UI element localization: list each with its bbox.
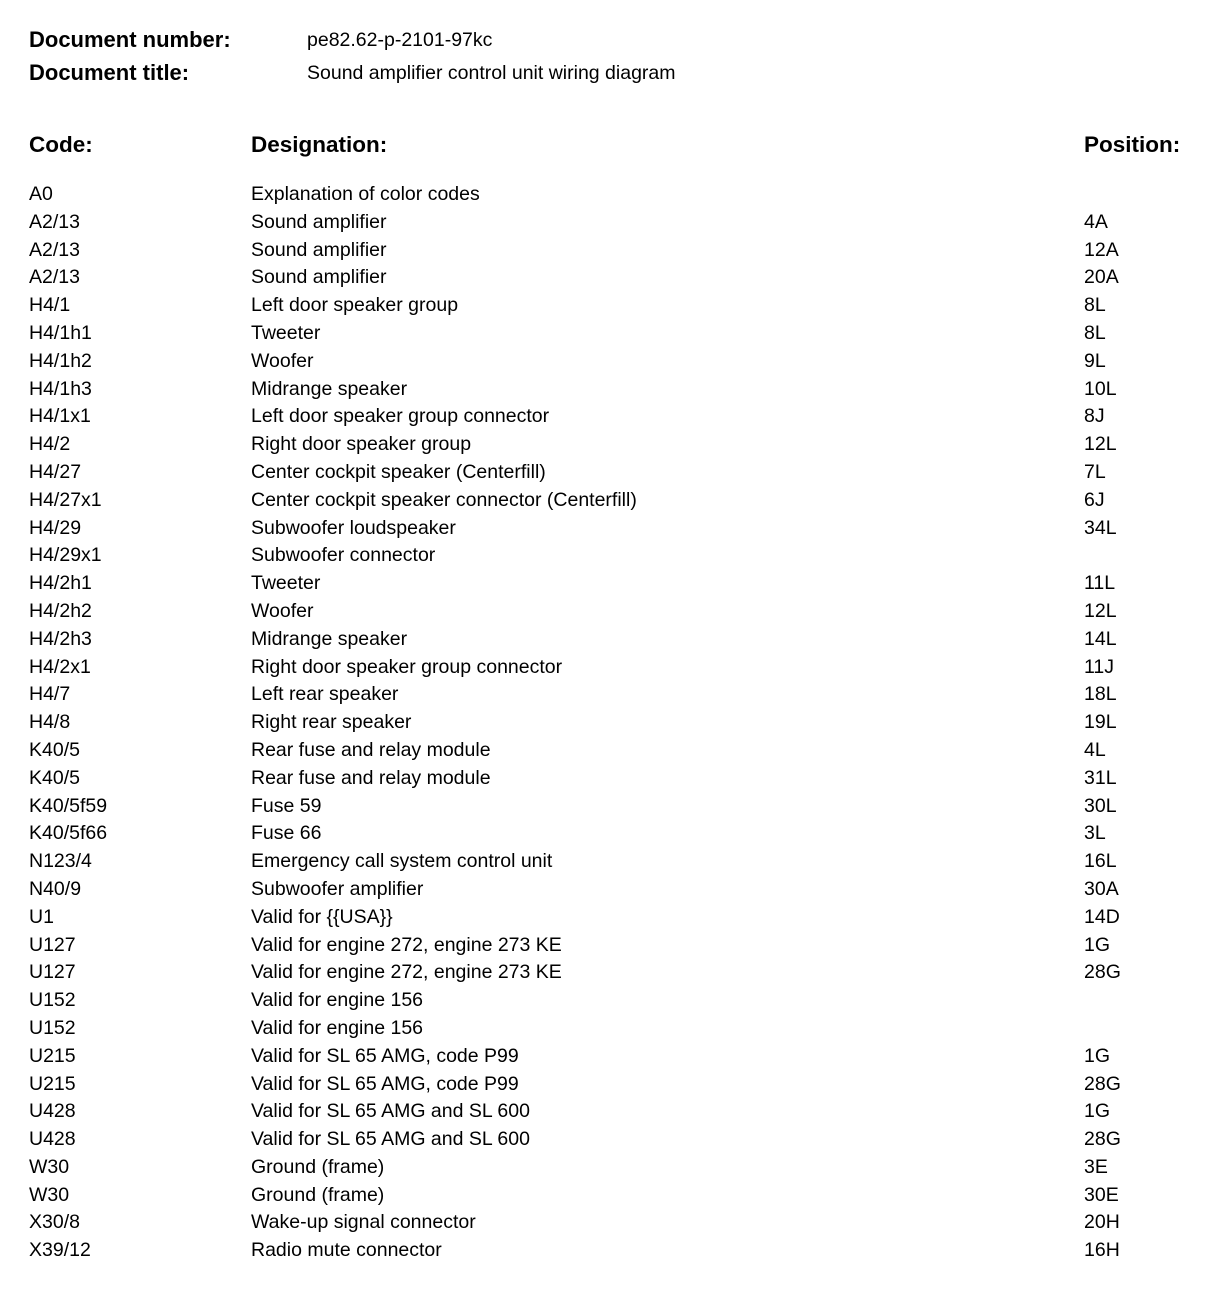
row-position: 1G — [1084, 933, 1111, 956]
row-code: A2/13 — [29, 266, 80, 289]
table-row — [0, 626, 1222, 654]
table-row — [0, 932, 1222, 960]
row-position: 12A — [1084, 238, 1119, 261]
row-code: H4/1h3 — [29, 377, 92, 400]
row-position: 7L — [1084, 460, 1106, 483]
table-row — [0, 431, 1222, 459]
document-number-label: Document number: — [29, 27, 231, 52]
row-position: 4A — [1084, 210, 1108, 233]
row-position: 9L — [1084, 349, 1106, 372]
row-code: A0 — [29, 183, 53, 205]
row-code: U428 — [29, 1128, 76, 1151]
row-code: H4/1h1 — [29, 321, 92, 344]
table-row — [0, 987, 1222, 1015]
row-designation: Left door speaker group connector — [251, 405, 550, 428]
row-code: H4/29x1 — [29, 544, 102, 567]
row-designation: Valid for engine 156 — [251, 989, 424, 1012]
row-code: U215 — [29, 1044, 76, 1067]
row-position: 10L — [1084, 377, 1117, 400]
row-position: 28G — [1084, 961, 1121, 984]
row-code: K40/5f66 — [29, 822, 108, 845]
row-code: U152 — [29, 1016, 76, 1039]
column-header-position: Position: — [1084, 132, 1181, 157]
row-position: 8L — [1084, 294, 1106, 317]
table-row — [0, 459, 1222, 487]
table-row — [0, 181, 1222, 209]
row-designation: Left door speaker group — [251, 294, 459, 317]
row-position: 20A — [1084, 266, 1119, 289]
row-designation: Sound amplifier — [251, 266, 387, 289]
row-designation: Wake-up signal connector — [251, 1211, 476, 1234]
column-header-code: Code: — [29, 132, 93, 157]
column-header-designation: Designation: — [251, 132, 388, 157]
row-designation: Right rear speaker — [251, 711, 412, 734]
table-row — [0, 1015, 1222, 1043]
row-position: 30L — [1084, 794, 1117, 817]
row-code: K40/5 — [29, 766, 80, 789]
row-code: H4/29 — [29, 516, 82, 539]
row-designation: Woofer — [251, 599, 314, 622]
table-row — [0, 904, 1222, 932]
table-row — [0, 1237, 1222, 1265]
row-position: 16L — [1084, 850, 1117, 873]
row-designation: Woofer — [251, 349, 314, 372]
row-code: N123/4 — [29, 850, 92, 873]
row-code: H4/7 — [29, 683, 71, 706]
table-row — [0, 487, 1222, 515]
row-code: H4/8 — [29, 711, 71, 734]
row-designation: Fuse 59 — [251, 794, 322, 817]
table-row — [0, 1071, 1222, 1099]
table-row — [0, 348, 1222, 376]
table-row — [0, 848, 1222, 876]
row-position: 4L — [1084, 738, 1106, 761]
row-code: K40/5 — [29, 738, 80, 761]
table-row — [0, 598, 1222, 626]
row-code: W30 — [29, 1155, 70, 1178]
table-row — [0, 1043, 1222, 1071]
row-code: H4/1h2 — [29, 349, 92, 372]
row-code: U152 — [29, 989, 76, 1012]
row-designation: Sound amplifier — [251, 238, 387, 261]
row-position: 28G — [1084, 1072, 1121, 1095]
row-designation: Subwoofer amplifier — [251, 877, 424, 900]
table-row — [0, 737, 1222, 765]
row-position: 19L — [1084, 711, 1117, 734]
row-designation: Ground (frame) — [251, 1183, 385, 1206]
table-row — [0, 876, 1222, 904]
row-designation: Valid for engine 272, engine 273 KE — [251, 933, 562, 956]
row-position: 14L — [1084, 627, 1117, 650]
row-position: 8J — [1084, 405, 1105, 428]
row-designation: Tweeter — [251, 572, 321, 595]
table-row — [0, 264, 1222, 292]
table-row — [0, 820, 1222, 848]
document-title-label: Document title: — [29, 60, 190, 85]
row-code: U1 — [29, 905, 54, 928]
row-code: X39/12 — [29, 1239, 91, 1262]
row-designation: Emergency call system control unit — [251, 850, 553, 873]
row-designation: Valid for SL 65 AMG and SL 600 — [251, 1128, 530, 1151]
table-row — [0, 570, 1222, 598]
row-position: 28G — [1084, 1128, 1121, 1151]
row-position: 20H — [1084, 1211, 1120, 1234]
table-row — [0, 1098, 1222, 1126]
row-position: 34L — [1084, 516, 1117, 539]
row-designation: Rear fuse and relay module — [251, 766, 491, 789]
row-code: A2/13 — [29, 238, 80, 261]
row-designation: Subwoofer loudspeaker — [251, 516, 456, 539]
row-designation: Valid for SL 65 AMG, code P99 — [251, 1072, 519, 1095]
row-designation: Fuse 66 — [251, 822, 322, 845]
table-row — [0, 1182, 1222, 1210]
row-designation: Valid for SL 65 AMG, code P99 — [251, 1044, 519, 1067]
row-code: X30/8 — [29, 1211, 80, 1234]
row-position: 1G — [1084, 1044, 1111, 1067]
row-code: H4/1x1 — [29, 405, 91, 428]
row-designation: Radio mute connector — [251, 1239, 442, 1262]
table-row — [0, 1154, 1222, 1182]
row-designation: Valid for SL 65 AMG and SL 600 — [251, 1100, 530, 1123]
row-designation: Right door speaker group connector — [251, 655, 563, 678]
row-code: H4/27 — [29, 460, 82, 483]
row-designation: Valid for engine 156 — [251, 1016, 424, 1039]
table-row — [0, 959, 1222, 987]
table-row — [0, 1126, 1222, 1154]
component-table — [0, 181, 1222, 1265]
row-designation: Ground (frame) — [251, 1155, 385, 1178]
row-position: 8L — [1084, 321, 1106, 344]
row-designation: Tweeter — [251, 321, 321, 344]
row-position: 31L — [1084, 766, 1117, 789]
row-code: U428 — [29, 1100, 76, 1123]
row-position: 14D — [1084, 905, 1120, 928]
row-code: U215 — [29, 1072, 76, 1095]
row-position: 30A — [1084, 877, 1119, 900]
row-code: H4/2h2 — [29, 599, 92, 622]
row-designation: Left rear speaker — [251, 683, 399, 706]
table-row — [0, 209, 1222, 237]
row-code: H4/2h3 — [29, 627, 92, 650]
row-code: W30 — [29, 1183, 70, 1206]
row-designation: Center cockpit speaker connector (Centerfill) — [251, 488, 637, 511]
row-position: 3L — [1084, 822, 1106, 845]
table-row — [0, 542, 1222, 570]
row-designation: Rear fuse and relay module — [251, 738, 491, 761]
row-position: 1G — [1084, 1100, 1111, 1123]
table-row — [0, 403, 1222, 431]
row-position: 6J — [1084, 488, 1105, 511]
table-row — [0, 376, 1222, 404]
document-title-value: Sound amplifier control unit wiring diagram — [307, 62, 676, 84]
row-code: U127 — [29, 961, 76, 984]
row-position: 11J — [1084, 655, 1114, 678]
row-designation: Subwoofer connector — [251, 544, 436, 567]
table-row — [0, 292, 1222, 320]
table-row — [0, 237, 1222, 265]
row-position: 3E — [1084, 1155, 1108, 1178]
row-position: 18L — [1084, 683, 1117, 706]
row-code: U127 — [29, 933, 76, 956]
table-row — [0, 681, 1222, 709]
table-row — [0, 793, 1222, 821]
row-designation: Explanation of color codes — [251, 183, 480, 205]
row-position: 30E — [1084, 1183, 1119, 1206]
row-designation: Right door speaker group — [251, 433, 472, 456]
row-designation: Sound amplifier — [251, 210, 387, 233]
row-code: H4/2 — [29, 433, 71, 456]
row-designation: Valid for engine 272, engine 273 KE — [251, 961, 562, 984]
table-row — [0, 515, 1222, 543]
row-designation: Midrange speaker — [251, 627, 408, 650]
row-position: 12L — [1084, 599, 1117, 622]
table-row — [0, 654, 1222, 682]
row-code: H4/27x1 — [29, 488, 102, 511]
table-row — [0, 709, 1222, 737]
row-code: H4/2x1 — [29, 655, 91, 678]
document-number-value: pe82.62-p-2101-97kc — [307, 29, 493, 51]
table-row — [0, 1209, 1222, 1237]
row-code: N40/9 — [29, 877, 82, 900]
row-code: H4/1 — [29, 294, 71, 317]
row-position: 12L — [1084, 433, 1117, 456]
table-row — [0, 320, 1222, 348]
row-designation: Valid for {{USA}} — [251, 905, 393, 928]
row-position: 16H — [1084, 1239, 1120, 1262]
row-code: K40/5f59 — [29, 794, 108, 817]
table-row — [0, 765, 1222, 793]
row-designation: Center cockpit speaker (Centerfill) — [251, 460, 546, 483]
row-position: 11L — [1084, 572, 1116, 595]
row-code: A2/13 — [29, 210, 80, 233]
row-designation: Midrange speaker — [251, 377, 408, 400]
row-code: H4/2h1 — [29, 572, 92, 595]
